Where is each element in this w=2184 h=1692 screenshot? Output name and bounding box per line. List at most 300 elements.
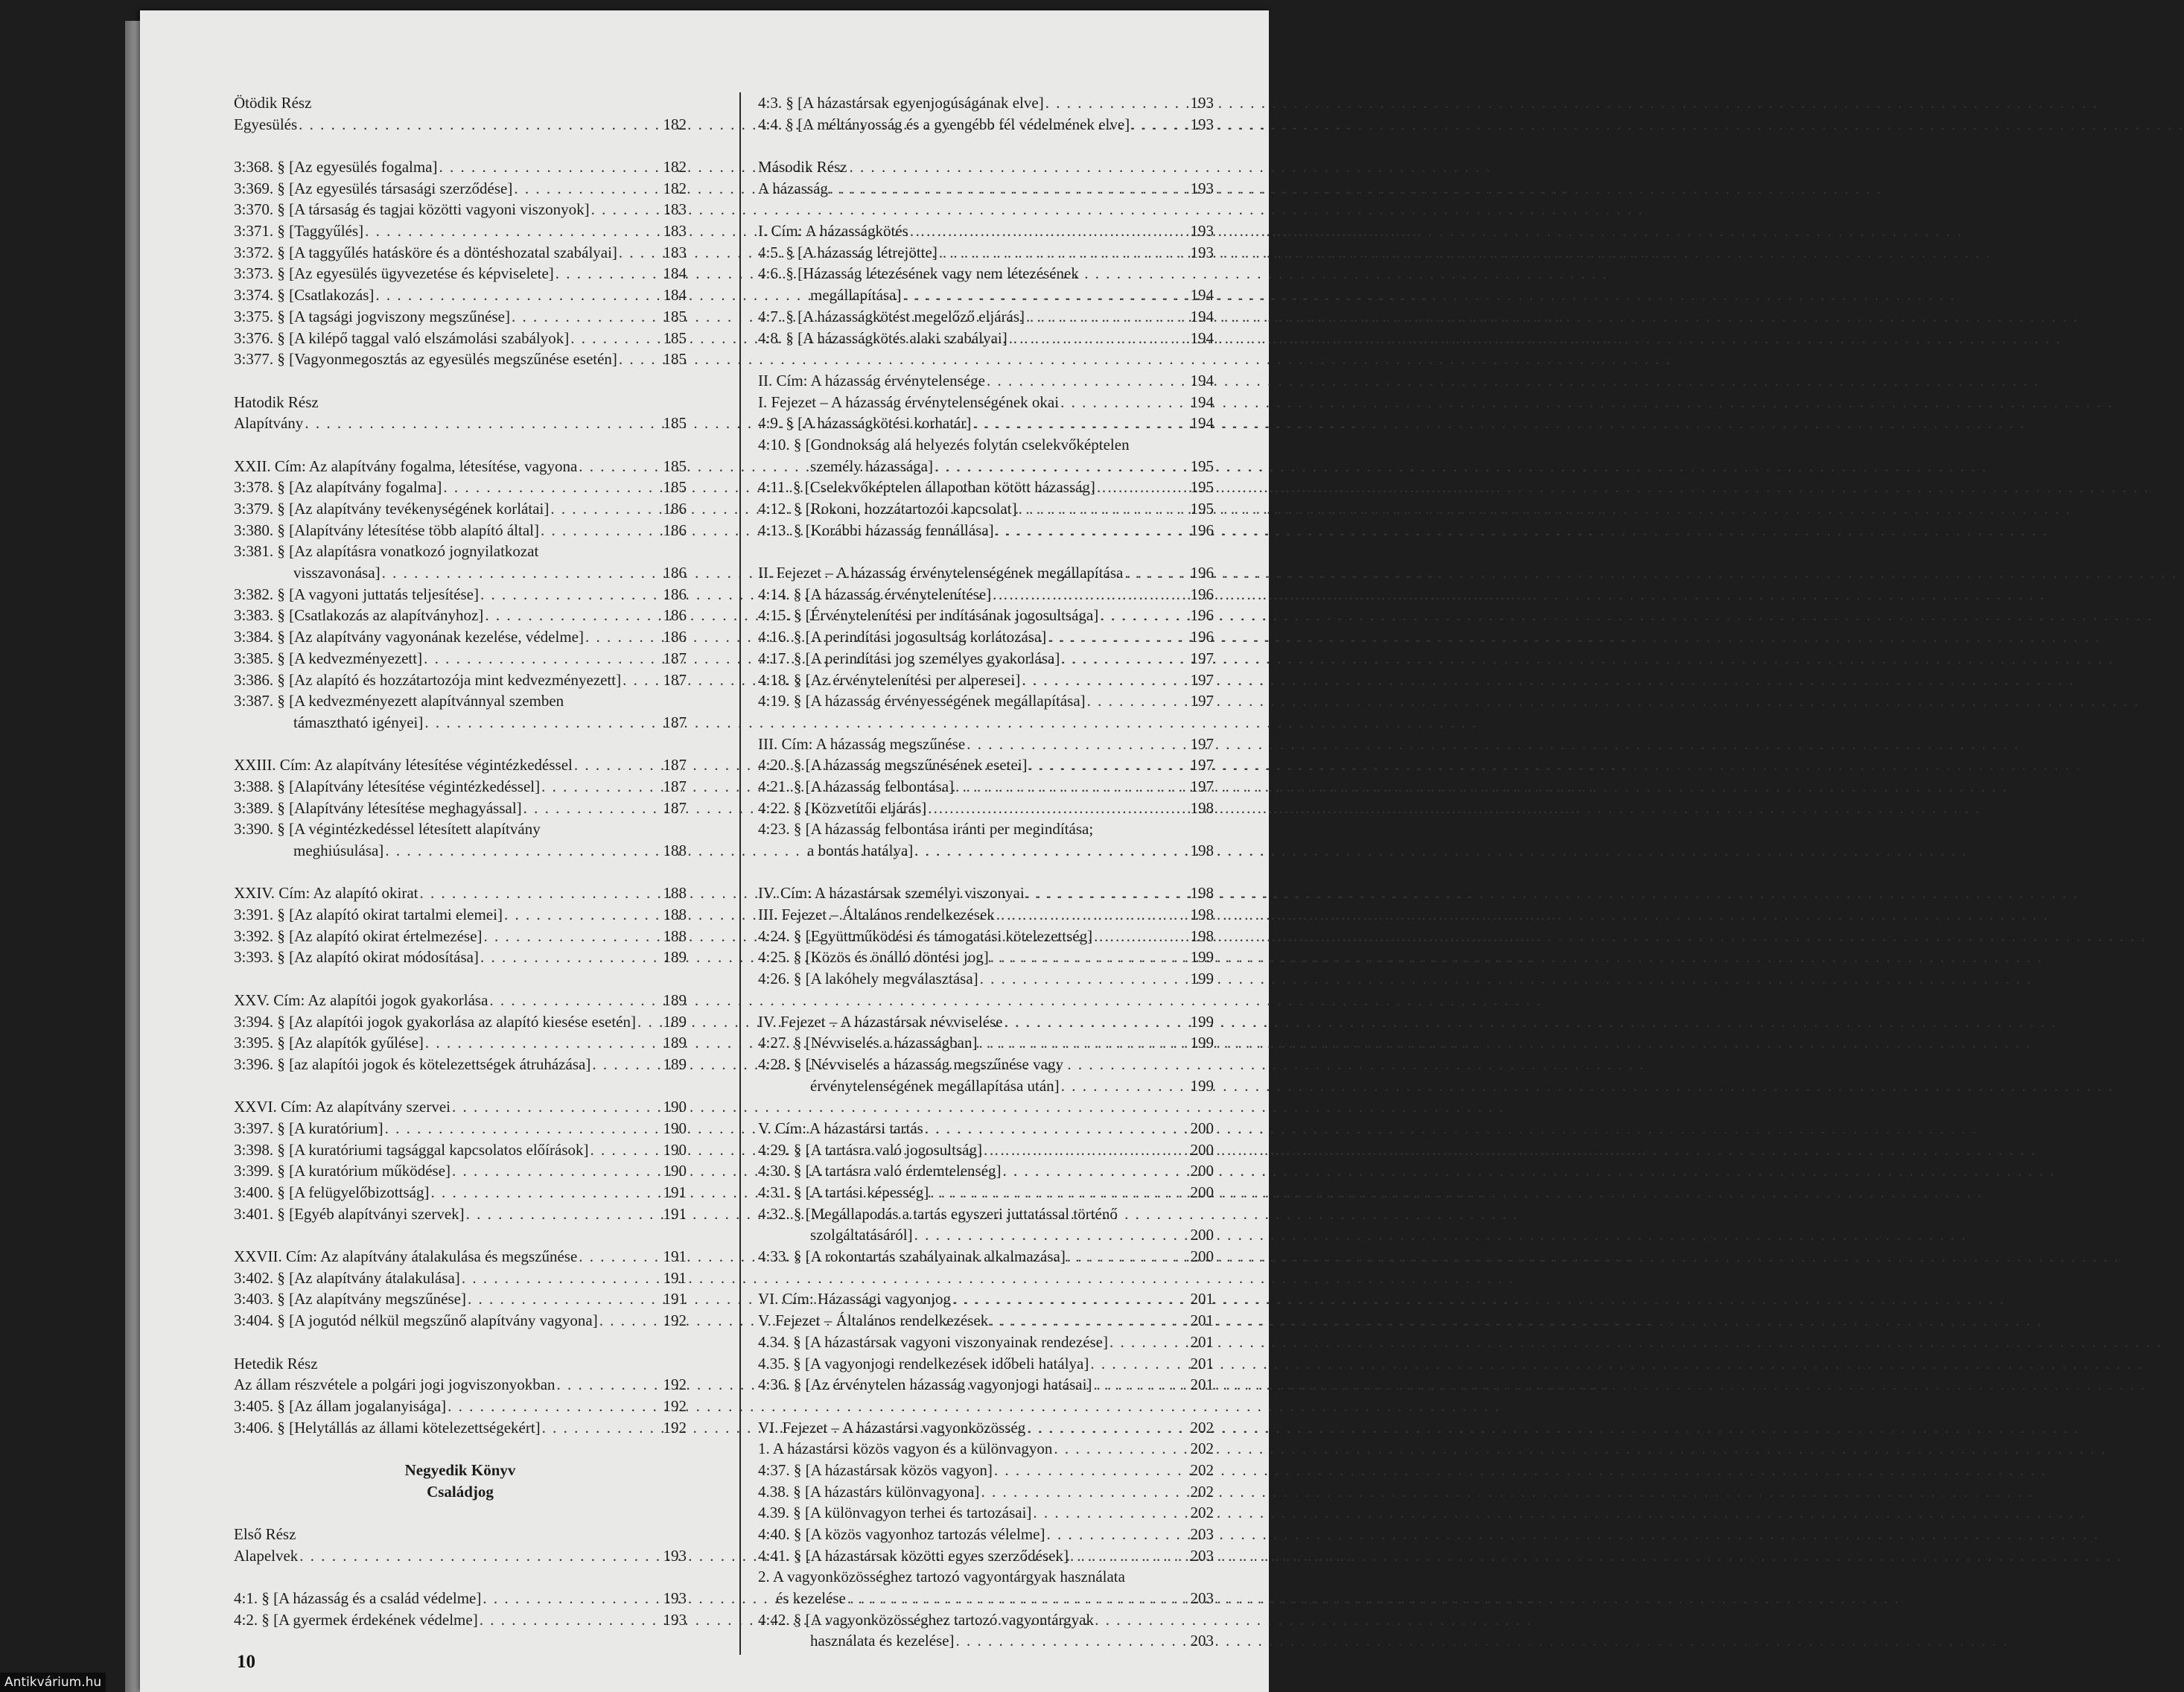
toc-page-number: 193	[663, 1546, 687, 1565]
toc-entry-title: 1. A házastársi közös vagyon és a különvagyon	[758, 1440, 1053, 1458]
leader-dots	[1022, 670, 1178, 691]
page-number: 10	[237, 1652, 255, 1672]
toc-page-number: 193	[663, 1610, 687, 1629]
toc-page-number: 195	[1190, 457, 1214, 475]
leader-dots	[480, 947, 651, 968]
toc-page-number: 186	[663, 564, 687, 582]
toc-page-number: 193	[1190, 115, 1214, 133]
toc-entry-title: II. Fejezet – A házasság érvénytelenségének megállapítása	[758, 564, 1124, 582]
toc-entry	[234, 904, 687, 926]
toc-entry	[758, 1374, 1214, 1396]
toc-heading	[758, 264, 1214, 285]
toc-page-number: 186	[663, 628, 687, 646]
spacer	[758, 862, 1214, 883]
leader-dots	[1045, 92, 1178, 114]
toc-entry	[234, 1160, 687, 1182]
toc-entry	[758, 690, 1214, 712]
toc-entry	[234, 1268, 687, 1289]
toc-entry	[234, 456, 687, 477]
toc-page-number: 201	[1190, 1354, 1214, 1373]
toc-entry-title: 2. A vagyonközösséghez tartozó vagyontárgyak használata	[758, 1568, 1125, 1586]
toc-page-number: 200	[1190, 1183, 1214, 1202]
toc-entry-title: 3:377. § [Vagyonmegosztás az egyesülés megszűnése esetén]	[234, 350, 617, 369]
toc-page-number: 190	[663, 1098, 687, 1116]
leader-dots	[1054, 1438, 1178, 1460]
toc-page-number: 202	[1190, 1440, 1214, 1458]
leader-dots	[1027, 1417, 1178, 1439]
toc-entry-title: 4:36. § [Az érvénytelen házasság vagyonjogi hatásai]	[758, 1375, 1092, 1394]
toc-entry	[758, 1481, 1214, 1503]
leader-dots	[928, 798, 1178, 819]
toc-entry-title: IV. Cím: A házastársak személyi viszonyai	[758, 884, 1025, 903]
toc-entry-title: 4:3. § [A házastársak egyenjogúságának elve]	[758, 93, 1044, 112]
toc-entry	[234, 1310, 687, 1332]
toc-entry-title: 3:370. § [A társaság és tagjai közötti vagyoni viszonyok]	[234, 200, 590, 219]
toc-entry-title: Hetedik Rész	[234, 1354, 318, 1373]
toc-left-column	[234, 92, 687, 1631]
toc-entry	[758, 178, 1214, 200]
toc-entry-title: meghiúsulása]	[293, 842, 384, 860]
toc-page-number: 200	[1190, 1247, 1214, 1266]
toc-entry-title: A házasság	[758, 179, 828, 197]
toc-entry-title: 3:405. § [Az állam jogalanyisága]	[234, 1396, 447, 1415]
toc-page-number: 193	[1190, 222, 1214, 241]
toc-entry	[234, 242, 687, 264]
toc-entry-title: 3:389. § [Alapítvány létesítése meghagyással]	[234, 798, 522, 817]
toc-entry-title: 3:376. § [A kilépő taggal való elszámolási szabályok]	[234, 328, 570, 347]
toc-entry	[234, 1246, 687, 1268]
toc-page-number: 193	[1190, 93, 1214, 112]
toc-entry	[758, 477, 1214, 498]
leader-dots	[299, 1545, 651, 1567]
leader-dots	[1060, 392, 1178, 413]
toc-entry-title: 4:28. § [Névviselés a házasság megszűnése vagy	[758, 1055, 1063, 1073]
toc-page-number: 190	[663, 1119, 687, 1137]
toc-entry	[758, 328, 1214, 349]
toc-entry-title: Első Rész	[234, 1525, 296, 1544]
leader-dots	[480, 584, 651, 605]
toc-entry-title: 3:392. § [Az alapító okirat értelmezése]	[234, 926, 483, 945]
leader-dots	[424, 648, 651, 670]
leader-dots	[420, 882, 652, 904]
toc-page-number: 199	[1190, 970, 1214, 988]
leader-dots	[480, 1609, 651, 1631]
toc-entry	[234, 1588, 687, 1609]
toc-entry-title: 3:384. § [Az alapítvány vagyonának kezelése, védelme]	[234, 628, 584, 646]
toc-entry-title: 4:24. § [Együttműködési és támogatási kötelezettség]	[758, 926, 1093, 945]
toc-entry-title: a bontás hatálya]	[807, 842, 914, 860]
toc-entry-title: 4:17. § [A perindítási jog személyes gyakorlása]	[758, 649, 1060, 667]
toc-entry-title: 3:390. § [A végintézkedéssel létesített alapítvány	[234, 820, 541, 839]
toc-page-number: 185	[663, 414, 687, 433]
toc-page-number: 191	[663, 1247, 687, 1266]
toc-heading	[234, 1353, 687, 1375]
toc-page-number: 200	[1190, 1119, 1214, 1137]
toc-entry-title: 4:22. § [Közvetítői eljárás]	[758, 798, 927, 817]
toc-entry	[234, 840, 687, 862]
toc-entry	[234, 1054, 687, 1075]
toc-entry-title: 3:375. § [A tagsági jogviszony megszűnése]	[234, 307, 510, 325]
toc-entry-title: visszavonása]	[293, 564, 381, 582]
toc-entry-title: 4:41. § [A házastársak közötti egyes szerződések]	[758, 1546, 1069, 1565]
toc-entry	[758, 1246, 1214, 1268]
spacer	[758, 1396, 1214, 1417]
toc-entry	[234, 670, 687, 691]
toc-entry	[234, 1139, 687, 1161]
toc-page-number: 192	[663, 1418, 687, 1437]
spacer	[234, 968, 687, 990]
toc-page-number: 196	[1190, 585, 1214, 603]
toc-entry	[758, 670, 1214, 691]
toc-entry-title: 4:7. § [A házasságkötést megelőző eljárás]	[758, 307, 1025, 325]
leader-dots	[1003, 1160, 1178, 1182]
toc-entry	[234, 498, 687, 520]
leader-dots	[485, 605, 651, 626]
toc-entry	[234, 648, 687, 670]
toc-page-number: 194	[1190, 307, 1214, 325]
toc-entry	[234, 754, 687, 776]
toc-entry-title: Az állam részvétele a polgári jogi jogviszonyokban	[234, 1375, 555, 1394]
toc-entry-title: 4:40. § [A közös vagyonhoz tartozás vélelme]	[758, 1525, 1045, 1544]
toc-entry	[234, 284, 687, 306]
toc-entry-title: 4:13. § [Korábbi házasság fennállása]	[758, 521, 994, 539]
toc-page-number: 184	[663, 286, 687, 305]
leader-dots	[1070, 1545, 1178, 1567]
leader-dots	[1093, 1374, 1178, 1396]
leader-dots	[1029, 754, 1178, 776]
leader-dots	[993, 584, 1178, 605]
toc-entry	[758, 1460, 1214, 1481]
leader-dots	[1087, 690, 1178, 712]
leader-dots	[996, 520, 1178, 541]
toc-entry-title: XXIII. Cím: Az alapítvány létesítése végintézkedéssel	[234, 756, 573, 775]
leader-dots	[830, 178, 1178, 200]
toc-entry	[234, 349, 687, 370]
toc-page-number: 188	[663, 906, 687, 924]
leader-dots	[489, 990, 651, 1011]
toc-page-number: 188	[663, 884, 687, 903]
toc-entry	[234, 1118, 687, 1139]
toc-entry	[234, 520, 687, 541]
leader-dots	[452, 1096, 651, 1118]
spacer	[234, 862, 687, 883]
toc-entry-title: 4:10. § [Gondnokság alá helyezés folytán cselekvőképtelen	[758, 435, 1130, 454]
leader-dots	[972, 413, 1178, 434]
toc-page-number: 187	[663, 649, 687, 667]
toc-entry	[234, 1096, 687, 1118]
toc-page-number: 189	[663, 1012, 687, 1031]
toc-entry-title: 4:27. § [Névviselés a házasságban]	[758, 1034, 978, 1052]
toc-entry-title: 4:31. § [A tartási képesség]	[758, 1183, 929, 1202]
toc-entry	[758, 584, 1214, 605]
toc-page-number: 185	[663, 307, 687, 325]
spacer	[234, 1502, 687, 1524]
toc-entry	[758, 1353, 1214, 1375]
toc-page-number: 195	[1190, 500, 1214, 518]
toc-heading	[758, 156, 1214, 178]
toc-entry-title: 4.35. § [A vagyonjogi rendelkezések időbeli hatálya]	[758, 1354, 1089, 1373]
toc-page-number: 186	[663, 500, 687, 518]
toc-entry-title: 3:404. § [A jogutód nélkül megszűnő alapítvány vagyona]	[234, 1311, 598, 1330]
toc-page-number: 187	[663, 713, 687, 731]
leader-dots	[591, 199, 651, 220]
leader-dots	[619, 242, 651, 264]
spacer	[234, 135, 687, 156]
toc-page-number: 202	[1190, 1418, 1214, 1437]
toc-page-number: 201	[1190, 1332, 1214, 1351]
toc-page-number: 203	[1190, 1546, 1214, 1565]
toc-entry-title: 3:378. § [Az alapítvány fogalma]	[234, 478, 442, 497]
toc-entry	[234, 1609, 687, 1631]
leader-dots	[955, 776, 1178, 798]
toc-page-number: 190	[663, 1140, 687, 1159]
leader-dots	[914, 840, 1178, 862]
leader-dots	[1097, 477, 1178, 498]
toc-entry-title: 3:372. § [A taggyűlés hatásköre és a döntéshozatal szabályai]	[234, 243, 617, 261]
toc-heading	[234, 690, 687, 712]
toc-entry	[234, 1289, 687, 1311]
leader-dots	[1009, 328, 1178, 349]
toc-entry	[758, 1502, 1214, 1524]
toc-entry	[758, 1160, 1214, 1182]
leader-dots	[1067, 1246, 1178, 1268]
toc-page-number: 198	[1190, 884, 1214, 903]
toc-entry	[758, 1075, 1214, 1097]
toc-page-number: 200	[1190, 1226, 1214, 1244]
toc-page-number: 201	[1190, 1290, 1214, 1308]
leader-dots	[385, 840, 651, 862]
toc-entry-title: 3:400. § [A felügyelőbizottság]	[234, 1183, 430, 1202]
toc-entry	[234, 798, 687, 819]
toc-heading	[234, 818, 687, 840]
toc-entry	[234, 413, 687, 434]
toc-page-number: 192	[663, 1396, 687, 1415]
toc-entry	[234, 156, 687, 178]
toc-entry-title: III. Fejezet – Általános rendelkezések	[758, 906, 995, 924]
toc-entry	[234, 1417, 687, 1439]
toc-page-number: 195	[1190, 478, 1214, 497]
leader-dots	[1061, 1075, 1178, 1097]
toc-page-number: 185	[663, 478, 687, 497]
leader-dots	[996, 904, 1178, 926]
toc-entry-title: Alapítvány	[234, 414, 304, 433]
toc-page-number: 197	[1190, 734, 1214, 753]
toc-heading	[758, 1566, 1214, 1588]
toc-page-number: 191	[663, 1268, 687, 1287]
toc-heading	[758, 434, 1214, 456]
toc-entry	[758, 926, 1214, 947]
leader-dots	[483, 1588, 651, 1609]
leader-dots	[1026, 882, 1178, 904]
toc-page-number: 187	[663, 798, 687, 817]
toc-page-number: 197	[1190, 692, 1214, 710]
toc-page-number: 203	[1190, 1632, 1214, 1650]
toc-entry-title: 3:403. § [Az alapítvány megszűnése]	[234, 1290, 466, 1308]
toc-entry-title: 3:395. § [Az alapítók gyűlése]	[234, 1034, 424, 1052]
toc-entry-title: Második Rész	[758, 158, 847, 176]
toc-entry	[758, 520, 1214, 541]
spacer	[234, 370, 687, 392]
toc-entry	[758, 1182, 1214, 1203]
leader-dots	[1033, 1502, 1178, 1524]
leader-dots	[637, 1011, 651, 1033]
leader-dots	[512, 306, 651, 328]
toc-entry-title: 4:14. § [A házasság érvénytelenítése]	[758, 585, 992, 603]
toc-entry-title: személy házassága]	[810, 457, 933, 475]
toc-entry-title: Hatodik Rész	[234, 392, 319, 411]
toc-entry-title: Alapelvek	[234, 1546, 299, 1565]
toc-entry	[234, 626, 687, 648]
toc-heading	[234, 1524, 687, 1545]
toc-page-number: 197	[1190, 670, 1214, 689]
toc-entry	[234, 605, 687, 627]
toc-entry	[758, 370, 1214, 392]
toc-entry-title: XXII. Cím: Az alapítvány fogalma, létesítése, vagyona	[234, 457, 578, 475]
toc-entry-title: 3:382. § [A vagyoni juttatás teljesítése]	[234, 585, 479, 603]
toc-page-number: 200	[1190, 1162, 1214, 1180]
toc-entry	[234, 712, 687, 734]
spacer	[758, 199, 1214, 220]
toc-page-number: 192	[663, 1375, 687, 1394]
spacer	[234, 1332, 687, 1353]
toc-entry	[758, 648, 1214, 670]
leader-dots	[930, 1182, 1178, 1203]
toc-entry-title: 3:396. § [az alapítói jogok és kötelezettségek átruházása]	[234, 1055, 591, 1073]
toc-page-number: 185	[663, 328, 687, 347]
spacer	[758, 1096, 1214, 1118]
toc-entry-title: V. Cím: A házastársi tartás	[758, 1119, 923, 1137]
toc-entry	[758, 1438, 1214, 1460]
toc-entry	[758, 562, 1214, 584]
toc-entry-title: 4:4. § [A méltányosság és a gyengébb fél védelmének elve]	[758, 115, 1130, 133]
leader-dots	[1046, 1524, 1178, 1545]
spacer	[758, 990, 1214, 1011]
leader-dots	[623, 670, 651, 691]
toc-entry-title: 4:11. § [Cselekvőképtelen állapotban kötött házasság]	[758, 478, 1095, 497]
toc-entry-title: használata és kezelése]	[810, 1632, 955, 1650]
toc-heading	[758, 1203, 1214, 1225]
toc-entry-title: 4:18. § [Az érvénytelenítési per alperesei]	[758, 670, 1021, 689]
toc-entry-title: szolgáltatásáról]	[810, 1226, 913, 1244]
toc-entry	[234, 1374, 687, 1396]
toc-page-number: 192	[663, 1311, 687, 1330]
toc-entry	[758, 1545, 1214, 1567]
toc-page-number: 187	[663, 670, 687, 689]
toc-entry-title: 4:20. § [A házasság megszűnésének esetei]	[758, 756, 1028, 775]
toc-entry-title: 4:12. § [Rokoni, hozzátartozói kapcsolat]	[758, 500, 1017, 518]
toc-entry	[234, 264, 687, 285]
toc-entry-title: 3:368. § [Az egyesülés fogalma]	[234, 158, 438, 176]
toc-entry-title: 4:2. § [A gyermek érdekének védelme]	[234, 1610, 478, 1629]
leader-dots	[1026, 306, 1178, 328]
toc-entry-title: II. Cím: A házasság érvénytelensége	[758, 371, 985, 389]
leader-dots	[299, 114, 651, 136]
leader-dots	[1109, 1332, 1178, 1353]
toc-entry-title: V. Fejezet – Általános rendelkezések	[758, 1311, 989, 1330]
toc-entry-title: 4:16. § [A perindítási jogosultság korlátozása]	[758, 628, 1047, 646]
toc-entry	[758, 1310, 1214, 1332]
toc-entry	[234, 328, 687, 349]
toc-page-number: 183	[663, 222, 687, 241]
leader-dots	[902, 284, 1178, 306]
leader-dots	[424, 712, 651, 734]
leader-dots	[1090, 1353, 1178, 1375]
toc-page-number: 201	[1190, 1375, 1214, 1394]
leader-dots	[550, 498, 651, 520]
leader-dots	[956, 1630, 1178, 1652]
leader-dots	[1124, 562, 1178, 584]
toc-entry	[758, 413, 1214, 434]
toc-entry-title: 3:373. § [Az egyesülés ügyvezetése és képviselete]	[234, 264, 554, 283]
leader-dots	[980, 968, 1178, 990]
toc-page-number: 196	[1190, 564, 1214, 582]
toc-entry-title: támasztható igényei]	[293, 713, 424, 731]
toc-entry	[758, 1524, 1214, 1545]
toc-heading	[758, 1054, 1214, 1075]
toc-entry-title: 4:23. § [A házasság felbontása iránti per megindítása;	[758, 820, 1094, 839]
toc-entry	[234, 776, 687, 798]
toc-entry	[758, 1332, 1214, 1353]
toc-entry-title: 3:402. § [Az alapítvány átalakulása]	[234, 1268, 460, 1287]
toc-entry-title: 3:393. § [Az alapító okirat módosítása]	[234, 948, 479, 967]
toc-entry	[758, 306, 1214, 328]
leader-dots	[462, 1268, 651, 1289]
leader-dots	[452, 1160, 651, 1182]
toc-entry	[758, 734, 1214, 755]
toc-page-number: 186	[663, 521, 687, 539]
toc-page-number: 200	[1190, 1140, 1214, 1159]
leader-dots	[430, 1182, 651, 1203]
leader-dots	[990, 947, 1178, 968]
leader-dots	[585, 626, 651, 648]
leader-dots	[592, 1054, 651, 1075]
leader-dots	[967, 734, 1178, 755]
toc-page-number: 194	[1190, 371, 1214, 389]
leader-dots	[468, 1288, 651, 1310]
leader-dots	[523, 798, 651, 819]
toc-page-number: 188	[663, 842, 687, 860]
toc-heading	[234, 541, 687, 562]
toc-entry	[758, 1631, 1214, 1653]
toc-page-number: 193	[1190, 243, 1214, 261]
toc-entry	[758, 242, 1214, 264]
leader-dots	[484, 926, 651, 947]
toc-entry-title: megállapítása]	[810, 286, 902, 305]
leader-dots	[365, 220, 651, 242]
toc-page-number: 199	[1190, 1034, 1214, 1052]
leader-dots	[385, 1118, 651, 1139]
toc-entry-title: VI. Cím: Házassági vagyonjog	[758, 1290, 951, 1308]
toc-entry-title: 3:399. § [A kuratórium működése]	[234, 1162, 451, 1180]
toc-entry	[234, 882, 687, 904]
leader-dots	[1131, 114, 1178, 136]
toc-page-number: 194	[1190, 286, 1214, 305]
spacer	[234, 1566, 687, 1588]
toc-entry-title: 3:379. § [Az alapítvány tevékenységének korlátai]	[234, 500, 550, 518]
toc-heading	[234, 92, 687, 114]
leader-dots	[448, 1396, 651, 1417]
toc-page-number: 187	[663, 777, 687, 795]
toc-page-number: 193	[663, 1589, 687, 1608]
toc-page-number: 198	[1190, 926, 1214, 945]
toc-page-number: 199	[1190, 1076, 1214, 1095]
toc-page-number: 194	[1190, 392, 1214, 411]
toc-entry-title: 3:394. § [Az alapítói jogok gyakorlása az alapító kiesése esetén]	[234, 1012, 636, 1031]
toc-entry-title: 4.39. § [A különvagyon terhei és tartozásai]	[758, 1504, 1032, 1522]
leader-dots	[541, 776, 651, 798]
leader-dots	[935, 456, 1178, 477]
toc-entry	[234, 178, 687, 200]
